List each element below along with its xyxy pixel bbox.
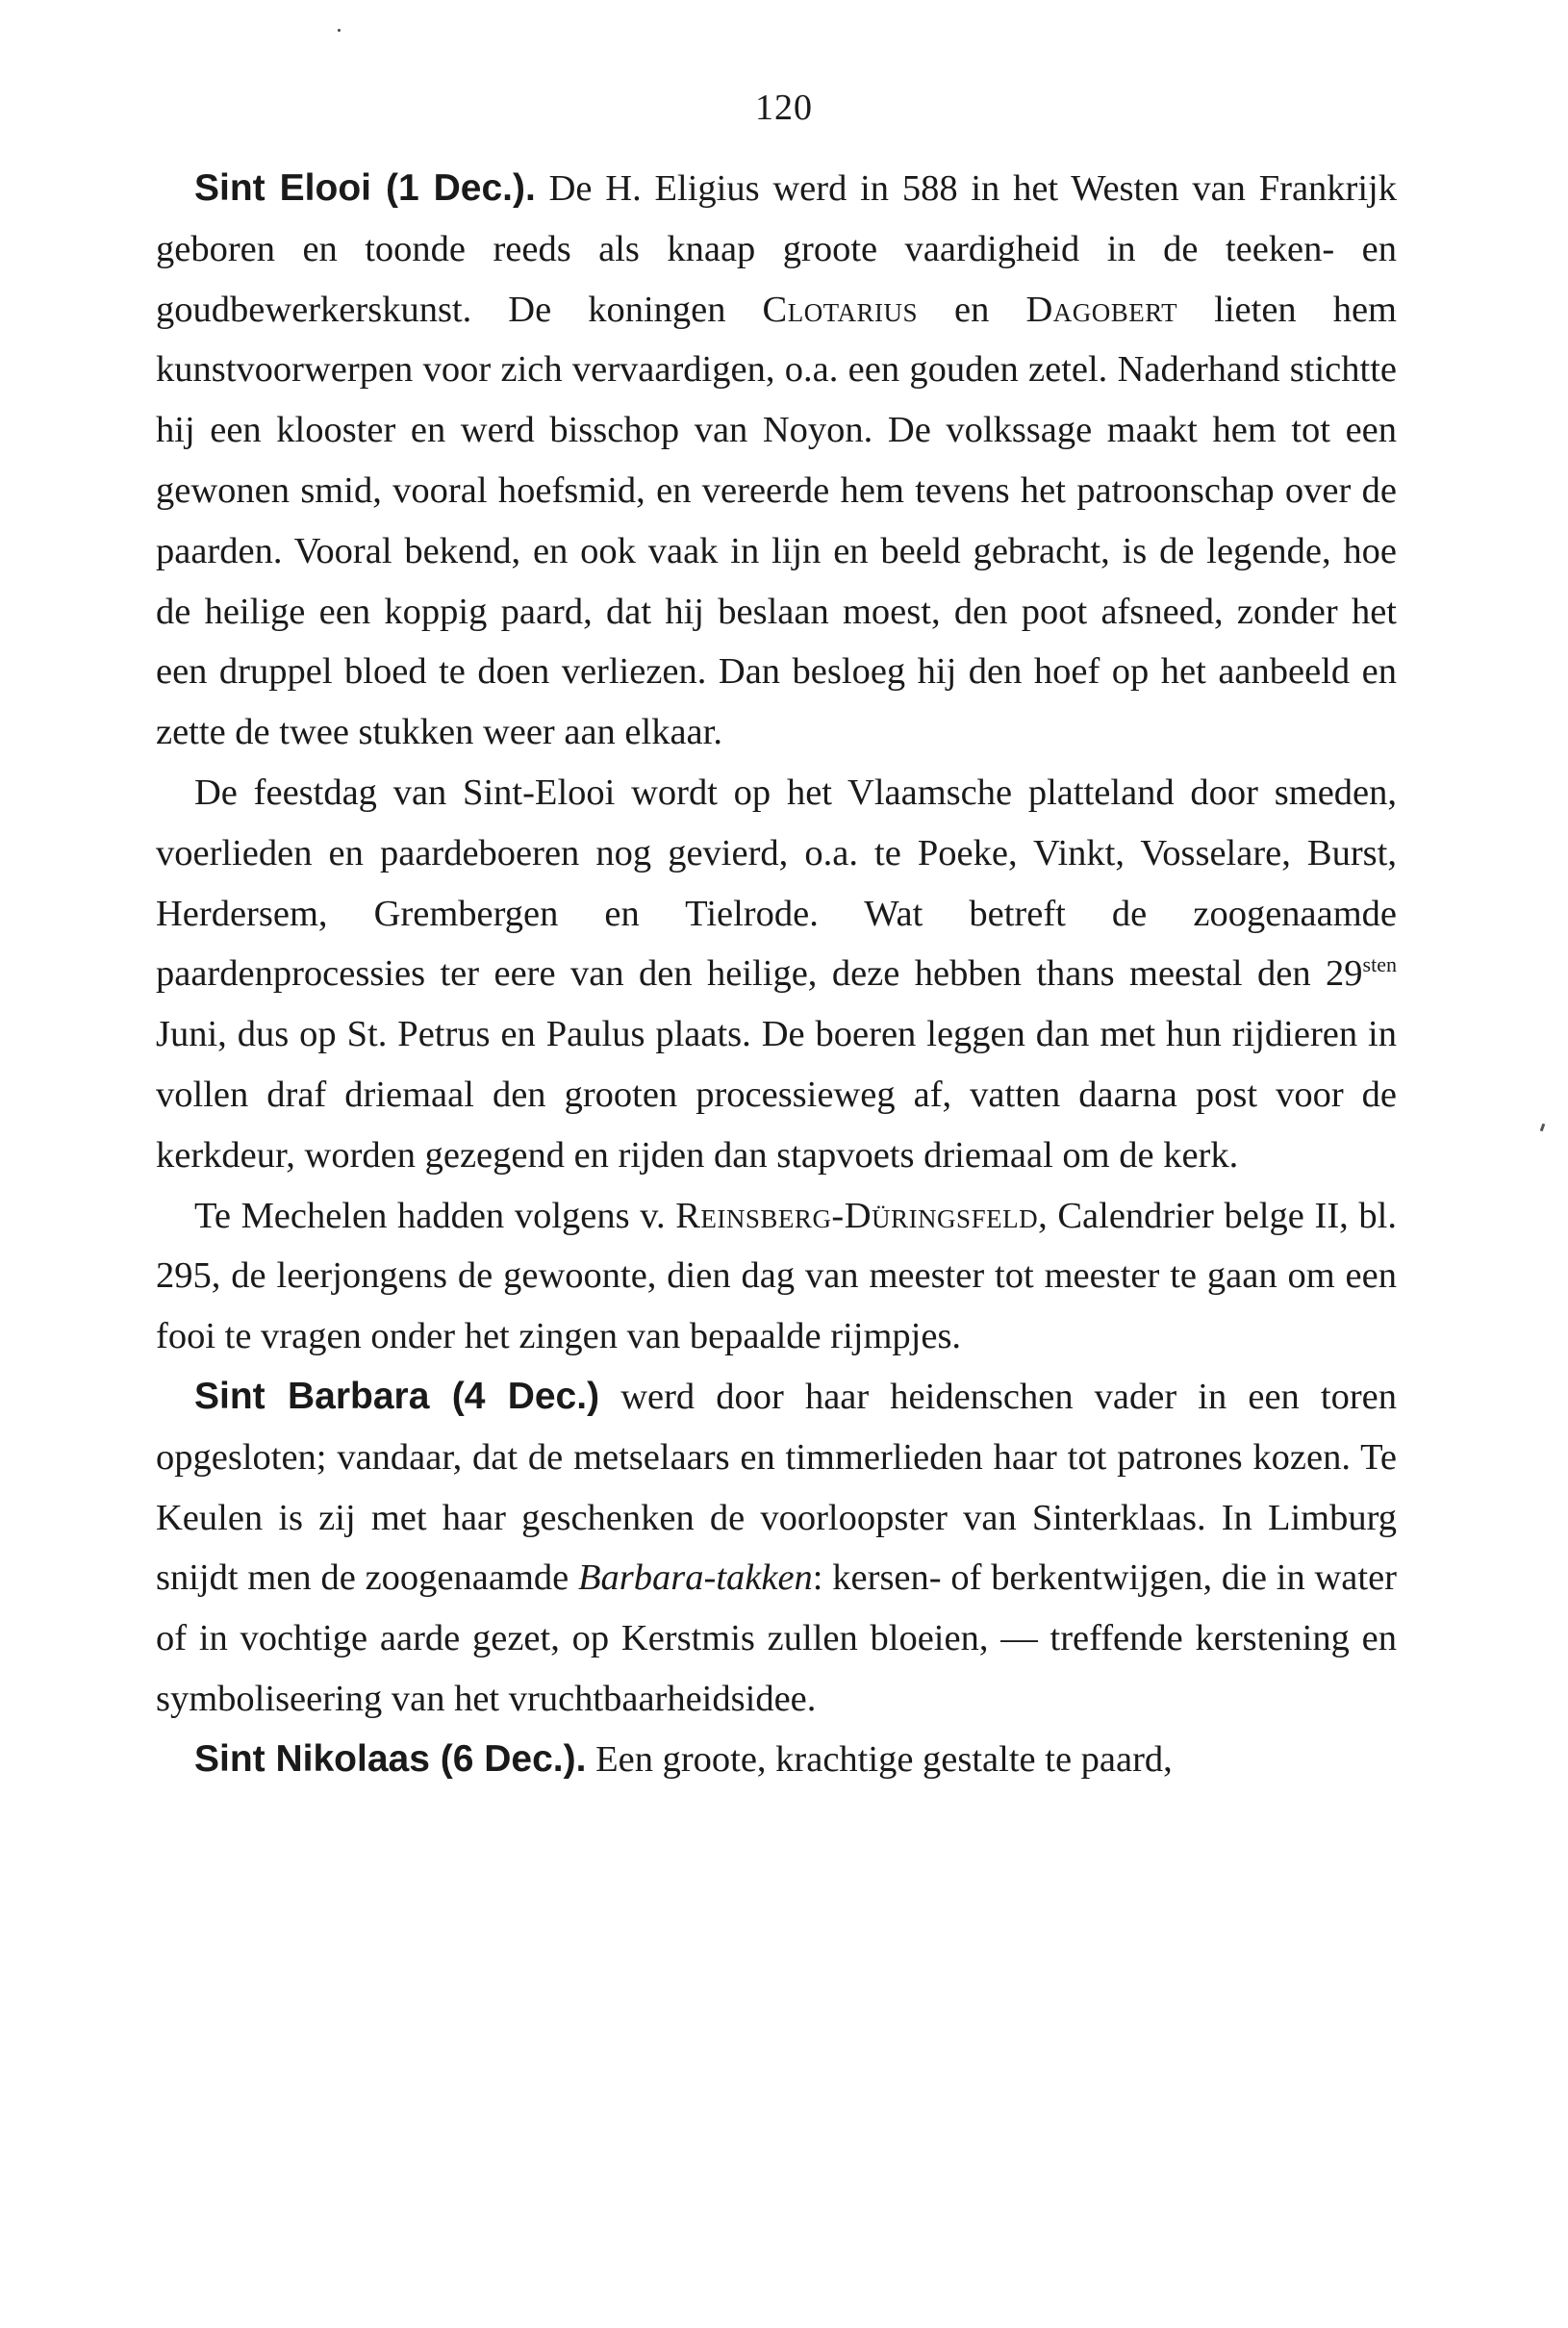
person-name-dagobert: Dagobert xyxy=(1025,289,1178,330)
paragraph-sint-nikolaas xyxy=(156,1730,1397,1790)
margin-mark xyxy=(1540,1124,1546,1132)
text-run: , Calendrier belge II, bl. 295, de leerjongens de gewoonte, dien dag van meester tot meester te gaan om een fooi te vragen onder het zingen van bepaalde rijmpjes. xyxy=(156,1195,1397,1357)
text-run: : kersen- of berkentwijgen, die in water of in vochtige aarde gezet, op Kerstmis zullen bloeien, — treffende kerstening en symboliseering van het vruchtbaarheidsidee. xyxy=(156,1557,1397,1719)
paragraph-sint-barbara xyxy=(156,1367,1397,1730)
person-name-clotarius: Clotarius xyxy=(762,289,919,330)
text-run: De feestdag van Sint-Elooi wordt op het Vlaamsche platteland door smeden, voerlieden en paardeboeren nog gevierd, o.a. te Poeke, Vinkt, Vosselare, Burst, Herdersem, Grembergen en Tielrode. Wat betreft de zoogenaamde paardenprocessies ter eere van den heilige, deze hebben thans meestal den 29 xyxy=(156,772,1397,995)
page-number: 120 xyxy=(755,88,813,128)
text-run: Te Mechelen hadden volgens v. xyxy=(194,1195,676,1236)
italic-term: Barbara-takken xyxy=(578,1557,813,1599)
entry-heading-sint-nikolaas: Sint Nikolaas (6 Dec.). xyxy=(194,1737,587,1780)
text-run: Juni, dus op St. Petrus en Paulus plaats. De boeren leggen dan met hun rijdieren in vollen draf driemaal den grooten processieweg af, vatten daarna post voor de kerkdeur, worden gezegend en rijden dan stapvoets driemaal om de kerk. xyxy=(156,1014,1397,1176)
paragraph-mechelen xyxy=(156,1186,1397,1367)
speck-mark xyxy=(338,29,341,32)
ordinal-superscript: sten xyxy=(1362,952,1397,977)
body-text xyxy=(156,159,1397,1790)
text-run: Een groote, krachtige gestalte te paard, xyxy=(586,1738,1173,1780)
paragraph-feestdag xyxy=(156,763,1397,1186)
text-run: werd door haar heidenschen vader in een toren opgesloten; vandaar, dat de metselaars en timmerlieden haar tot patrones kozen. Te Keulen is zij met haar geschenken de voorloopster van Sinterklaas. In Limburg snijdt men de zoogenaamde xyxy=(156,1376,1397,1599)
text-run: en xyxy=(918,289,1026,330)
author-name: Reinsberg-Düringsfeld xyxy=(675,1195,1039,1236)
entry-heading-sint-elooi: Sint Elooi (1 Dec.). xyxy=(194,167,536,209)
paragraph-sint-elooi xyxy=(156,159,1397,763)
entry-heading-sint-barbara: Sint Barbara (4 Dec.) xyxy=(194,1375,600,1417)
text-run: De H. Eligius werd in 588 in het Westen van Frankrijk geboren en toonde reeds als knaap groote vaardigheid in de teeken- en goudbewerkerskunst. De koningen xyxy=(156,168,1398,330)
text-run: lieten hem kunstvoorwerpen voor zich vervaardigen, o.a. een gouden zetel. Naderhand stichtte hij een klooster en werd bisschop van Noyon. De volkssage maakt hem tot een gewonen smid, vooral hoefsmid, en vereerde hem tevens het patroonschap over de paarden. Vooral bekend, en ook vaak in lijn en beeld gebracht, is de legende, hoe de heilige een koppig paard, dat hij beslaan moest, den poot afsneed, zonder het een druppel bloed te doen verliezen. Dan besloeg hij den hoef op het aanbeeld en zette de twee stukken weer aan elkaar. xyxy=(156,289,1397,753)
